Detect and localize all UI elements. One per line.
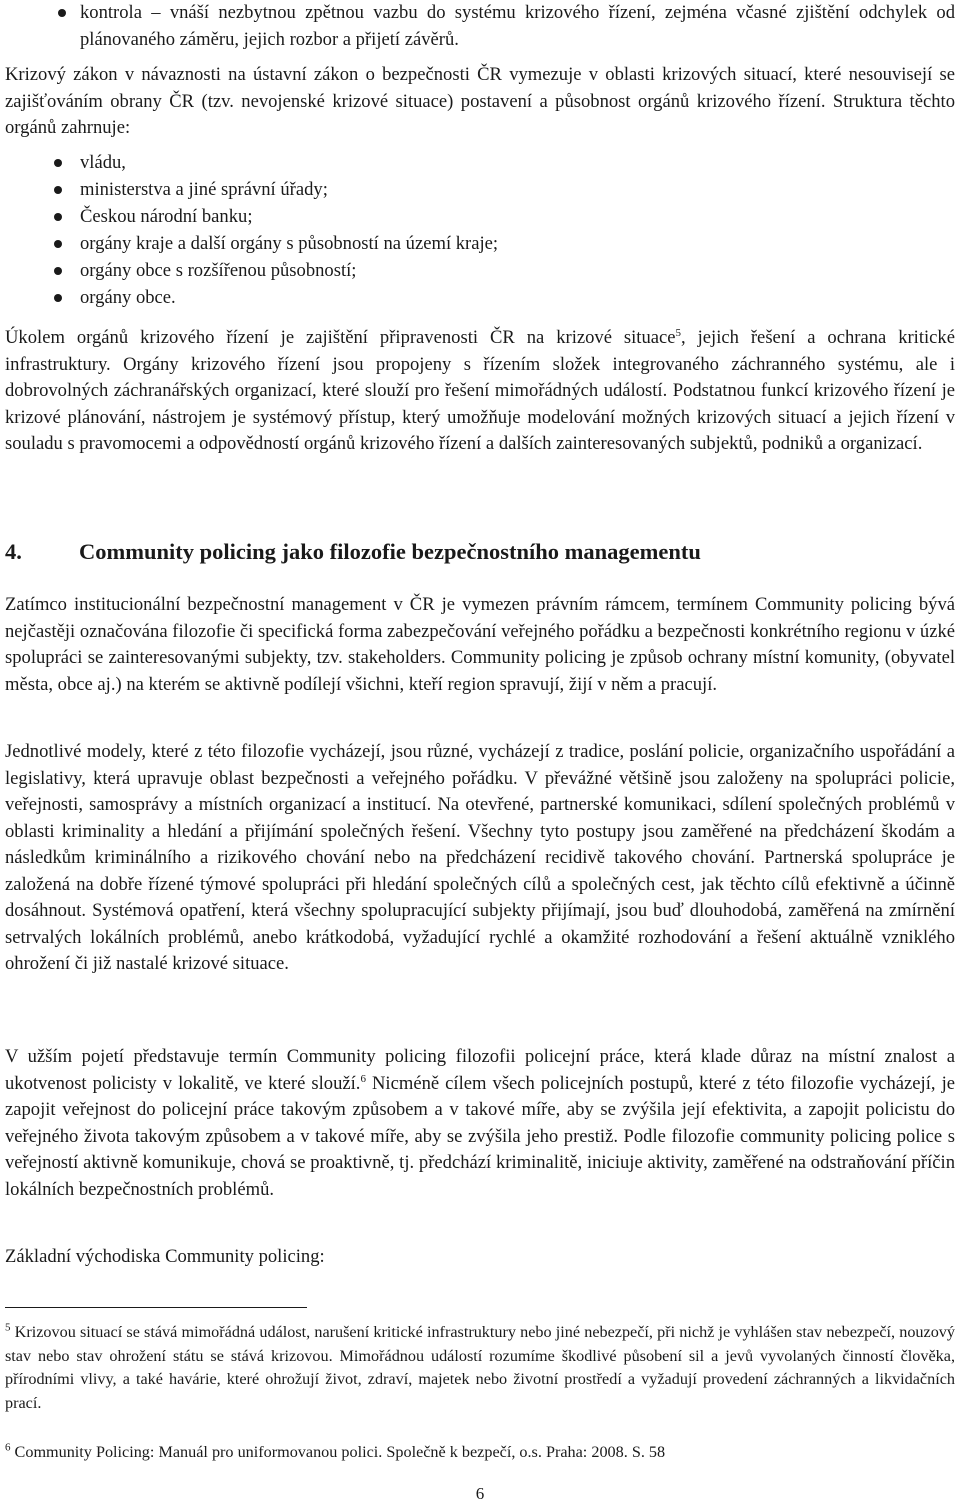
bullet-icon	[54, 294, 62, 302]
footnote-separator	[5, 1307, 307, 1308]
list-item-text: Českou národní banku;	[80, 206, 253, 227]
bullet-icon	[58, 9, 66, 17]
section-number: 4.	[5, 539, 22, 564]
footnote-ref-6[interactable]: 6	[360, 1072, 366, 1085]
paragraph-text: Nicméně cílem všech policejních postupů, které z této filozofie vycházejí, je zapojit veřejnost do policejní práce takovým způsobem a v takové míře, aby se zvýšila její efektivita, a zapojit policistu do veřejného života takovým způsobem a v takové míře, aby se zvýšila jeho prestiž. Podle filozofie community policing police s veřejností aktivně komunikuje, chová se proaktivně, tj. předchází kriminalitě, iniciuje aktivity, zaměřené na odstraňování příčin lokálních bezpečnostních problémů.	[5, 1072, 955, 1200]
section-title: Community policing jako filozofie bezpečnostního managementu	[79, 539, 701, 564]
footnote-ref-5[interactable]: 5	[675, 326, 682, 339]
bullet-icon	[54, 186, 62, 194]
list-item-text: ministerstva a jiné správní úřady;	[80, 179, 328, 200]
paragraph-zakladni-vychodiska: Základní východiska Community policing:	[5, 1246, 325, 1267]
list-item-text: orgány obce s rozšířenou působností;	[80, 260, 357, 281]
bullet-icon	[54, 240, 62, 248]
paragraph-jednotlive-modely: Jednotlivé modely, které z této filozofie vycházejí, jsou různé, vycházejí z tradice, poslání policie, organizačního uspořádání a legislativy, která upravuje oblast bezpečnosti a veřejného pořádku. V převážné většině jsou založeny na spolupráci policie, veřejnosti, samosprávy a místních organizací a institucí. Na otevřené, partnerské komunikaci, sdílení společných problémů v oblasti kriminality a hledání a přijímání společných řešení. Všechny tyto postupy jsou zaměřené na předcházení škodám a následkům kriminálního a rizikového chování nebo na předcházení recidivě takového chování. Partnerská spolupráce je založená na dobře řízené týmové spolupráci při hledání společných cílů a společných cest, jak těchto cílů efektivně a účinně dosáhnout. Systémová opatření, která všechny spolupracující subjekty přijímají, jsou buď dlouhodobá, zaměřená na zmírnění setrvalých lokálních problémů, anebo krátkodobá, vyžadující rychlé a okamžité rozhodování a řešení aktuálně vzniklého ohrožení či již nastalé krizové situace.	[5, 741, 955, 974]
footnote-text: Krizovou situací se stává mimořádná událost, narušení kritické infrastruktury nebo jiné nebezpečí, při nichž je vyhlášen stav nebezpečí, nouzový stav nebo stav ohrožení státu se stává krizovou. Mimořádnou událostí rozumíme škodlivé působení sil a jevů vyvolaných činností člověka, přírodními vlivy, a také havárie, které ohrožují život, zdraví, majetek nebo životní prostředí a vyžadují provedení záchranných a likvidačních prací.	[5, 1323, 955, 1412]
list-item-text: orgány obce.	[80, 287, 176, 308]
footnote-mark: 6	[5, 1441, 11, 1454]
bullet-icon	[54, 267, 62, 275]
paragraph-krizovy-zakon: Krizový zákon v návaznosti na ústavní zákon o bezpečnosti ČR vymezuje v oblasti krizových situací, které nesouvisejí se zajišťováním obrany ČR (tzv. nevojenské krizové situace) postavení a působnost orgánů krizového řízení. Struktura těchto orgánů zahrnuje:	[5, 64, 955, 138]
list-item-text: vládu,	[80, 152, 126, 173]
paragraph-v-uzsim-pojeti	[5, 1044, 955, 1203]
paragraph-text: Úkolem orgánů krizového řízení je zajištění připravenosti ČR na krizové situace	[5, 327, 676, 348]
paragraph-zatimco: Zatímco institucionální bezpečnostní management v ČR je vymezen právním rámcem, termínem Community policing bývá nejčastěji označována filozofie či specifická forma zabezpečování veřejného pořádku a bezpečnosti konkrétního regionu v úzké spolupráci se zainteresovanými subjekty, tzv. stakeholders. Community policing je způsob ochrany místní komunity, (obyvatel města, obce aj.) na kterém se aktivně podílejí všichni, kteří region spravují, žijí v něm a pracují.	[5, 594, 955, 695]
bullet-icon	[54, 213, 62, 221]
top-bullet-text: kontrola – vnáší nezbytnou zpětnou vazbu do systému krizového řízení, zejména včasné zjištění odchylek od plánovaného záměru, jejich rozbor a přijetí závěrů.	[80, 2, 955, 50]
footnote-5	[5, 1321, 955, 1415]
list-item-text: orgány kraje a další orgány s působností na území kraje;	[80, 233, 499, 254]
paragraph-ukolem	[5, 325, 955, 458]
paragraph-text: V užším pojetí představuje termín Community policing filozofii policejní práce, která klade důraz na místní znalost a ukotvenost policisty v lokalitě, ve které slouží.	[5, 1046, 955, 1094]
footnote-mark: 5	[5, 1321, 11, 1334]
footnote-6	[5, 1441, 955, 1465]
footnote-text: Community Policing: Manuál pro uniformovanou polici. Společně k bezpečí, o.s. Praha: 2008. S. 58	[10, 1443, 666, 1461]
paragraph-text: , jejich řešení a ochrana kritické infrastruktury. Orgány krizového řízení jsou propojeny s řízením složek integrovaného záchranného systému, ale i dobrovolných záchranářských organizací, které slouží pro řešení mimořádných událostí. Podstatnou funkcí krizového řízení je krizové plánování, nástrojem je systémový přístup, který umožňuje modelování možných krizových situací a jejich řízení v souladu s pravomocemi a odpovědností orgánů krizového řízení a dalších zainteresovaných subjektů, podniků a organizací.	[5, 327, 955, 454]
bullet-icon	[54, 159, 62, 167]
page-number: 6	[475, 1484, 485, 1503]
section-heading	[5, 537, 701, 567]
